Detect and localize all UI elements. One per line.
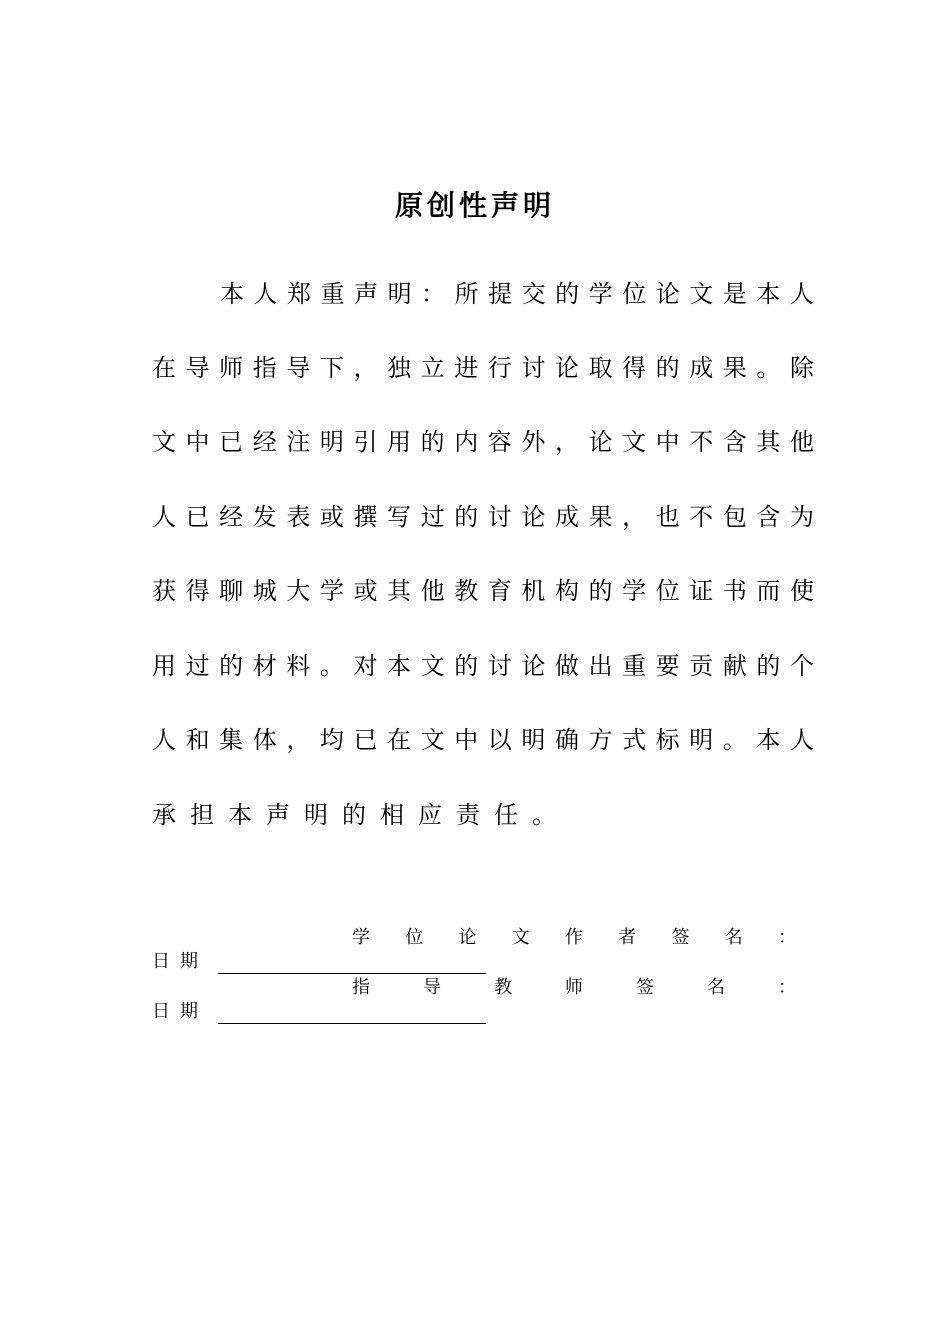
glyph: 名 [707, 977, 725, 998]
glyph: 除 [789, 354, 814, 382]
glyph: 其 [756, 428, 781, 456]
glyph: 发 [252, 503, 277, 531]
glyph: 位 [405, 927, 424, 948]
glyph: 行 [487, 354, 512, 382]
glyph: 人 [152, 503, 176, 531]
glyph: 的 [454, 503, 479, 531]
glyph: 以 [487, 726, 512, 754]
glyph: 而 [756, 577, 781, 605]
glyph: 他 [420, 577, 445, 605]
glyph: 导 [185, 354, 210, 382]
body-line [152, 720, 814, 760]
author-date-row [152, 950, 486, 974]
glyph: 者 [618, 927, 637, 948]
glyph: 方 [588, 726, 613, 754]
glyph: 注 [286, 428, 311, 456]
glyph: 获 [152, 577, 176, 605]
glyph: 构 [554, 577, 579, 605]
glyph: 指 [352, 977, 370, 998]
glyph: 签 [671, 927, 690, 948]
glyph: 成 [554, 503, 579, 531]
glyph: 的 [655, 354, 680, 382]
glyph: 写 [387, 503, 412, 531]
glyph: 和 [185, 726, 210, 754]
glyph: 应 [418, 801, 442, 829]
glyph: 责 [456, 801, 480, 829]
glyph: 在 [152, 354, 176, 382]
glyph: 位 [655, 577, 680, 605]
glyph: 师 [219, 354, 244, 382]
glyph: 使 [789, 577, 814, 605]
glyph: ， [353, 354, 378, 382]
glyph: 含 [722, 428, 747, 456]
glyph: 均 [319, 726, 344, 754]
glyph: 论 [521, 652, 546, 680]
glyph: 文 [420, 652, 445, 680]
glyph: 学 [352, 927, 370, 948]
date-label: 日期 [152, 951, 208, 972]
glyph: 其 [387, 577, 412, 605]
glyph: 果 [722, 354, 747, 382]
glyph: 聊 [219, 577, 244, 605]
glyph: 人 [789, 726, 814, 754]
glyph: 撰 [353, 503, 378, 531]
glyph: 文 [689, 280, 714, 308]
glyph: 容 [487, 428, 512, 456]
glyph: 包 [722, 503, 747, 531]
glyph: 对 [353, 652, 378, 680]
glyph: 进 [454, 354, 479, 382]
glyph: 用 [152, 652, 176, 680]
glyph: ： [421, 280, 446, 308]
glyph: 论 [521, 503, 546, 531]
glyph: 学 [319, 577, 344, 605]
glyph: 中 [454, 726, 479, 754]
glyph: 材 [252, 652, 277, 680]
page-title: 原创性声明 [394, 189, 555, 222]
glyph: 取 [588, 354, 613, 382]
glyph: 论 [588, 428, 613, 456]
glyph: 立 [420, 354, 445, 382]
glyph: 指 [252, 354, 277, 382]
glyph: 讨 [487, 652, 512, 680]
glyph: 在 [387, 726, 412, 754]
glyph: ， [554, 428, 579, 456]
body-line [152, 646, 814, 686]
glyph: 签 [636, 977, 654, 998]
glyph: 已 [353, 726, 378, 754]
glyph: 任 [494, 801, 518, 829]
advisor-date-field[interactable] [218, 1003, 486, 1024]
glyph: 表 [286, 503, 311, 531]
glyph: 不 [689, 503, 714, 531]
glyph: 他 [789, 428, 814, 456]
glyph: 个 [789, 652, 814, 680]
glyph: 人 [789, 280, 814, 308]
glyph: 成 [689, 354, 714, 382]
glyph: 已 [185, 503, 210, 531]
glyph: 论 [554, 354, 579, 382]
glyph: 。 [722, 726, 747, 754]
glyph: 重 [320, 280, 345, 308]
glyph: 教 [494, 977, 512, 998]
glyph: 明 [304, 801, 328, 829]
glyph: 式 [622, 726, 647, 754]
glyph: 学 [622, 577, 647, 605]
glyph: 独 [387, 354, 412, 382]
glyph: 承 [152, 801, 176, 829]
body-line [152, 348, 814, 388]
glyph: 的 [420, 428, 445, 456]
glyph: 中 [655, 428, 680, 456]
glyph: 过 [420, 503, 445, 531]
glyph: ： [778, 927, 796, 948]
glyph: 果 [588, 503, 613, 531]
glyph: 。 [319, 652, 344, 680]
glyph: 内 [454, 428, 479, 456]
glyph: 作 [565, 927, 583, 948]
glyph: 下 [319, 354, 344, 382]
glyph: 不 [689, 428, 714, 456]
author-signature-label [352, 926, 796, 950]
glyph: 含 [756, 503, 781, 531]
glyph: 过 [185, 652, 210, 680]
glyph: 贡 [689, 652, 714, 680]
glyph: 文 [420, 726, 445, 754]
glyph: 的 [454, 652, 479, 680]
date-label: 日期 [152, 1001, 208, 1022]
glyph: 标 [655, 726, 680, 754]
author-date-field[interactable] [218, 953, 486, 974]
glyph: 相 [380, 801, 404, 829]
glyph: 讨 [487, 503, 512, 531]
glyph: 机 [521, 577, 546, 605]
glyph: 人 [152, 726, 176, 754]
glyph: ， [286, 726, 311, 754]
glyph: 得 [622, 354, 647, 382]
glyph: 师 [565, 977, 583, 998]
glyph: 导 [286, 354, 311, 382]
glyph: 的 [219, 652, 244, 680]
glyph: 声 [354, 280, 379, 308]
advisor-signature-label [352, 976, 796, 1000]
glyph: 文 [511, 927, 530, 948]
glyph: 为 [789, 503, 814, 531]
glyph: 文 [152, 428, 176, 456]
glyph: 外 [521, 428, 546, 456]
glyph: 出 [588, 652, 613, 680]
glyph: ： [778, 977, 796, 998]
glyph: ， [622, 503, 647, 531]
glyph: 郑 [287, 280, 312, 308]
glyph: 提 [488, 280, 513, 308]
glyph: 教 [454, 577, 479, 605]
glyph: 担 [190, 801, 214, 829]
glyph: 本 [220, 280, 244, 308]
glyph: 料 [286, 652, 311, 680]
glyph: 。 [756, 354, 781, 382]
glyph: 明 [521, 726, 546, 754]
glyph: 的 [342, 801, 366, 829]
glyph: 明 [387, 280, 412, 308]
advisor-date-row [152, 1000, 486, 1024]
body-line [152, 571, 814, 611]
glyph: 献 [722, 652, 747, 680]
glyph: 用 [387, 428, 412, 456]
glyph: 重 [622, 652, 647, 680]
glyph: 文 [622, 428, 647, 456]
glyph: 也 [655, 503, 680, 531]
glyph: 书 [722, 577, 747, 605]
body-line [220, 274, 814, 314]
glyph: 本 [228, 801, 252, 829]
glyph: 。 [532, 801, 556, 829]
body-line-last [152, 795, 814, 835]
glyph: 的 [588, 577, 613, 605]
glyph: 是 [722, 280, 747, 308]
glyph: 体 [252, 726, 277, 754]
glyph: 做 [554, 652, 579, 680]
glyph: 已 [219, 428, 244, 456]
glyph: 得 [185, 577, 210, 605]
glyph: 中 [185, 428, 210, 456]
glyph: 的 [756, 652, 781, 680]
glyph: 本 [756, 726, 781, 754]
glyph: 所 [454, 280, 479, 308]
glyph: 确 [554, 726, 579, 754]
glyph: 经 [252, 428, 277, 456]
glyph: 明 [319, 428, 344, 456]
glyph: 或 [353, 577, 378, 605]
glyph: 学 [588, 280, 613, 308]
glyph: 声 [266, 801, 290, 829]
glyph: 的 [555, 280, 580, 308]
glyph: 明 [689, 726, 714, 754]
glyph: 交 [521, 280, 546, 308]
glyph: 导 [423, 977, 441, 998]
glyph: 或 [319, 503, 344, 531]
glyph: 证 [689, 577, 714, 605]
glyph: 论 [655, 280, 680, 308]
glyph: 位 [622, 280, 647, 308]
glyph: 要 [655, 652, 680, 680]
body-line [152, 422, 814, 462]
glyph: 育 [487, 577, 512, 605]
glyph: 本 [756, 280, 781, 308]
glyph: 本 [387, 652, 412, 680]
glyph: 论 [458, 927, 477, 948]
glyph: 讨 [521, 354, 546, 382]
glyph: 名 [724, 927, 743, 948]
glyph: 城 [252, 577, 277, 605]
glyph: 人 [253, 280, 278, 308]
glyph: 大 [286, 577, 311, 605]
glyph: 引 [353, 428, 378, 456]
glyph: 经 [219, 503, 244, 531]
glyph: 集 [219, 726, 244, 754]
body-line [152, 497, 814, 537]
